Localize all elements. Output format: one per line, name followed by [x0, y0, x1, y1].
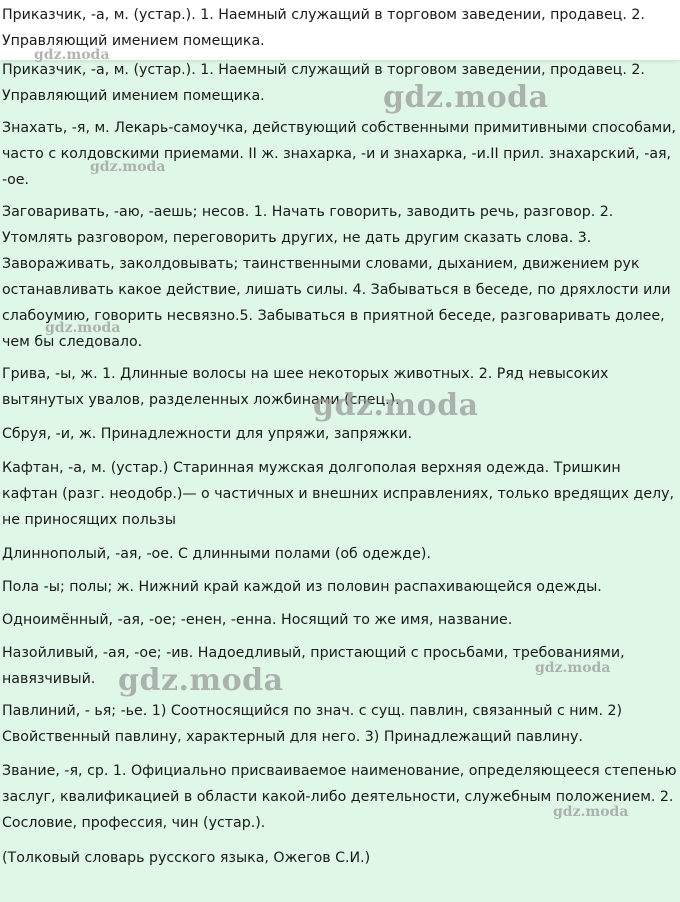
watermark-logo: gdz.moda	[34, 47, 110, 63]
entry-zvanie: Звание, -я, ср. 1. Официально присваиваемое наименование, определяющееся степенью заслуг, квалификацией в области какой-либо деятельности, служебным положением. 2. Сословие, профессия, чин (устар.).	[2, 763, 677, 831]
entry-nazoyliviy: Назойливый, -ая, -ое; -ив. Надоедливый, пристающий с просьбами, требованиями, навязчивый.	[2, 645, 625, 687]
watermark-logo: gdz.moda	[383, 80, 549, 115]
entry-odnoimenny: Одноимённый, -ая, -ое; -енен, -енна. Носящий то же имя, название.	[2, 612, 513, 628]
entry-pola: Пола -ы; полы; ж. Нижний край каждой из половин распахивающейся одежды.	[2, 579, 602, 595]
entry-prikazchik: Приказчик, -а, м. (устар.). 1. Наемный служащий в торговом заведении, продавец. 2. Управляющий имением помещика.	[2, 7, 645, 49]
entry-pavliniy: Павлиний, - ья; -ье. 1) Соотносящийся по знач. с сущ. павлин, связанный с ним. 2) Свойственный павлину, характерный для него. 3) Принадлежащий павлину.	[2, 703, 623, 745]
entry-kaftan: Кафтан, -а, м. (устар.) Старинная мужская долгополая верхняя одежда. Тришкин кафтан (разг. неодобр.)— о частичных и внешних исправлениях, только вредящих делу, не приносящих пользы	[2, 460, 675, 528]
entry-sbruya: Сбруя, -и, ж. Принадлежности для упряжи, запряжки.	[2, 426, 413, 442]
watermark-logo: gdz.moda	[553, 804, 629, 820]
watermark-logo: gdz.moda	[313, 388, 479, 423]
watermark-logo: gdz.moda	[45, 320, 121, 336]
watermark-logo: gdz.moda	[535, 660, 611, 676]
content-panel	[0, 60, 680, 902]
entry-znahar: Знахать, -я, м. Лекарь-самоучка, действующий собственными примитивными способами, часто с колдовскими приемами. II ж. знахарка, -и и знахарка, -и.II прил. знахарский, -ая, -ое.	[2, 120, 676, 188]
source-citation: (Толковый словарь русского языка, Ожегов С.И.)	[2, 850, 371, 866]
entry-zagovarivat: Заговаривать, -аю, -аешь; несов. 1. Начать говорить, заводить речь, разговор. 2. Утомлять разговором, переговорить других, не дать другим сказать слова. 3. Завораживать, заколдовывать; таинственными словами, дыханием, движением рук останавливать какое действие, лишать силы. 4. Забываться в беседе, по дряхлости или слабоумию, говорить несвязно.5. Забываться в приятной беседе, разговаривать долее, чем бы следовало.	[2, 204, 671, 350]
watermark-logo: gdz.moda	[90, 159, 166, 175]
entry-prikazchik-duplicate: Приказчик, -а, м. (устар.). 1. Наемный служащий в торговом заведении, продавец. 2. Управляющий имением помещика.	[2, 62, 645, 104]
entry-griva: Грива, -ы, ж. 1. Длинные волосы на шее некоторых животных. 2. Ряд невысоких вытянутых увалов, разделенных ложбинами (спец.).	[2, 366, 609, 408]
watermark-logo: gdz.moda	[118, 663, 284, 698]
entry-dlinnopoly: Длиннополый, -ая, -ое. С длинными полами (об одежде).	[2, 546, 431, 562]
